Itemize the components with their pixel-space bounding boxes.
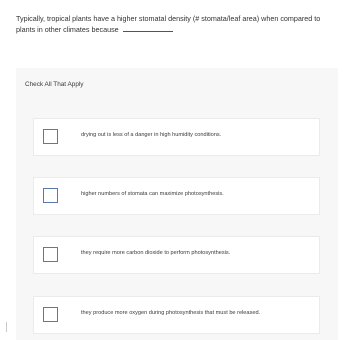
- checkbox[interactable]: [43, 188, 58, 203]
- answer-option[interactable]: [33, 236, 320, 274]
- question-prompt: [16, 14, 338, 35]
- answer-option[interactable]: [33, 118, 320, 156]
- question-text: Typically, tropical plants have a higher stomatal density (# stomata/leaf area) when compared to plants in other climates because: [16, 14, 321, 34]
- check-all-instruction: Check All That Apply: [25, 81, 84, 88]
- checkbox[interactable]: [43, 129, 58, 144]
- answer-option[interactable]: [33, 177, 320, 215]
- answer-option[interactable]: [33, 296, 320, 334]
- answer-option-label: they require more carbon dioxide to perform photosynthesis.: [81, 250, 231, 256]
- checkbox[interactable]: [43, 307, 58, 322]
- edge-divider: [6, 322, 7, 332]
- answer-option-label: they produce more oxygen during photosynthesis that must be released.: [81, 310, 261, 316]
- answer-option-label: drying out is less of a danger in high humidity conditions.: [81, 132, 222, 138]
- answer-option-label: higher numbers of stomata can maximize photosynthesis.: [81, 191, 224, 197]
- checkbox[interactable]: [43, 247, 58, 262]
- answer-blank: [123, 24, 173, 32]
